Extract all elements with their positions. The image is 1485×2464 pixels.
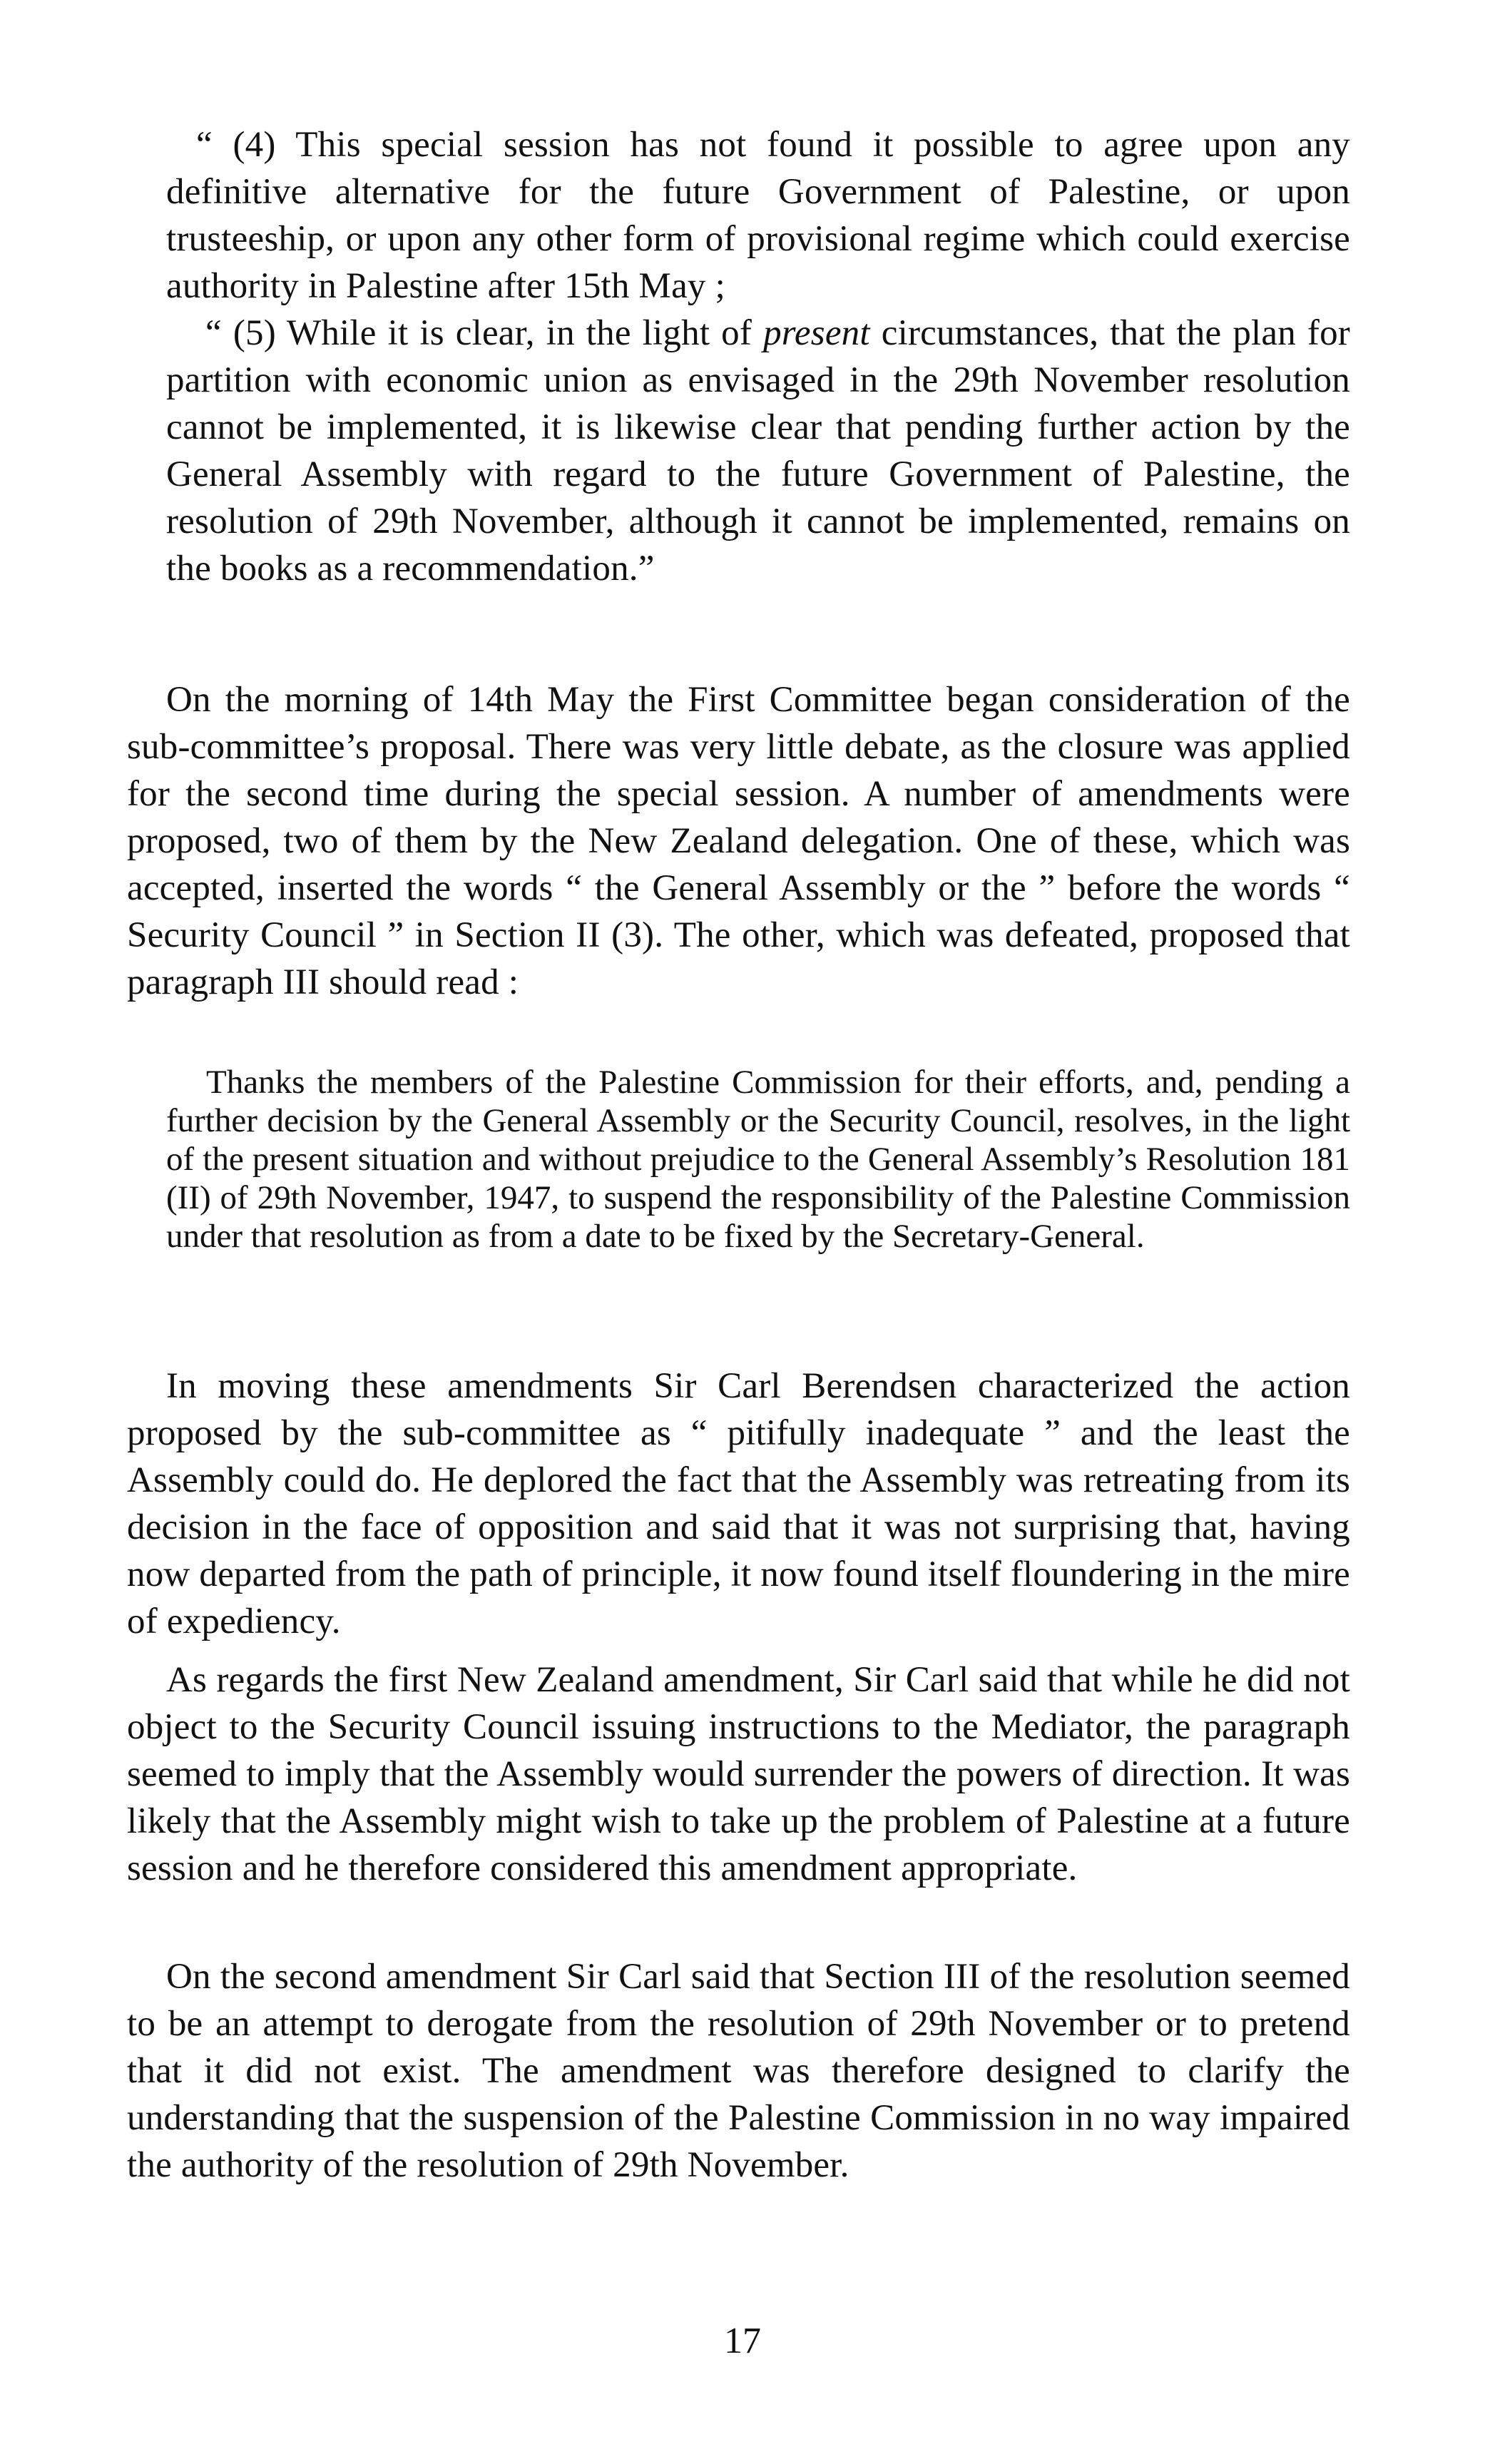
quoted-paragraph-5-rest: circumstances, that the plan for partition with economic union as envisaged in the 29th November resolution cannot be implemented, it is likewise clear that pending further action by the General Assembly with regard to the future Government of Palestine, the resolution of 29th November, although it cannot be implemented, remains on the books as a recommendation.” (166, 313, 1350, 589)
paragraph-first-committee: On the morning of 14th May the First Committee began consideration of the sub-committee’s proposal. There was very little debate, as the closure was applied for the second time during the special session. A number of amendments were proposed, two of them by the New Zealand delegation. One of these, which was accepted, inserted the words “ the General Assembly or the ” before the words “ Security Council ” in Section II (3). The other, which was defeated, proposed that paragraph III should read : (127, 680, 1350, 1002)
paragraph-first-amendment: As regards the first New Zealand amendment, Sir Carl said that while he did not object to the Security Council issuing instructions to the Mediator, the paragraph seemed to imply that the Assembly would surrender the powers of direction. It was likely that the Assembly might wish to take up the problem of Palestine at a future session and he therefore considered this amendment appropriate. (127, 1660, 1350, 1888)
page-number: 17 (724, 2321, 761, 2361)
paragraph-second-amendment: On the second amendment Sir Carl said that Section III of the resolution seemed to be an attempt to derogate from the resolution of 29th November or to pretend that it did not exist. The amendment was therefore designed to clarify the understanding that the suspension of the Palestine Commission in no way impaired the authority of the resolution of 29th November. (127, 1957, 1350, 2185)
quoted-paragraph-5 (166, 310, 1350, 592)
quoted-paragraph-4: “ (4) This special session has not found it possible to agree upon any definitive alternative for the future Government of Palestine, or upon trusteeship, or upon any other form of provisional regime which could exercise authority in Palestine after 15th May ; (166, 125, 1350, 306)
emphasized-word: present (763, 313, 870, 353)
quoted-paragraph-5-lead: “ (5) While it is clear, in the light of (205, 313, 764, 353)
paragraph-berendsen-amendments: In moving these amendments Sir Carl Berendsen characterized the action proposed by the sub-committee as “ pitifully inadequate ” and the least the Assembly could do. He deplored the fact that the Assembly was retreating from its decision in the face of opposition and said that it was not surprising that, having now departed from the path of principle, it now found itself floundering in the mire of expediency. (127, 1366, 1350, 1641)
amendment-block-quote: Thanks the members of the Palestine Commission for their efforts, and, pending a further decision by the General Assembly or the Security Council, resolves, in the light of the present situation and without prejudice to the General Assembly’s Resolution 181 (II) of 29th November, 1947, to suspend the responsibility of the Palestine Commission under that resolution as from a date to be fixed by the Secretary-General. (166, 1064, 1350, 1255)
